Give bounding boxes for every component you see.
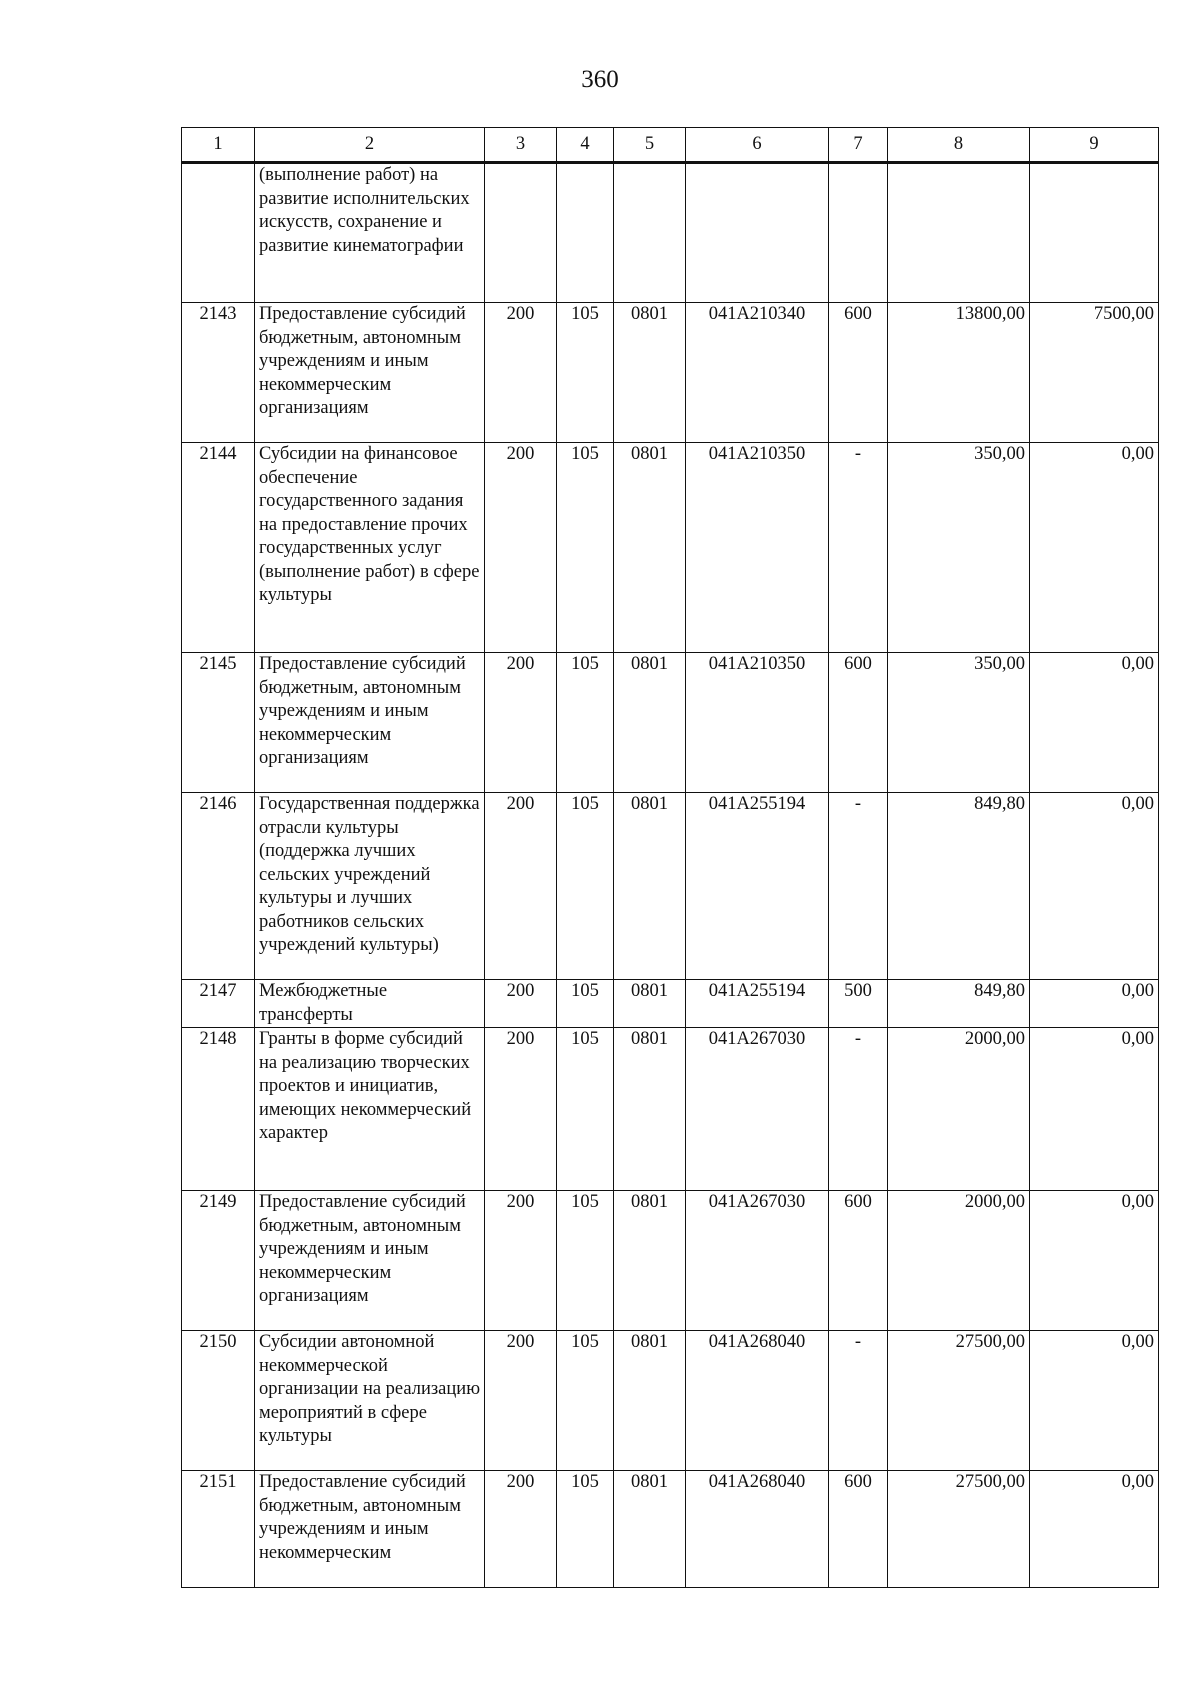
row-number-cell: 2147 [182, 980, 255, 1028]
target-code-cell: 041А267030 [686, 1028, 829, 1191]
item-name-cell: Государственная поддержка отрасли культуры (поддержка лучших сельских учреждений культуры и лучших работников сельских учреждений культуры) [255, 793, 485, 980]
target-code-cell: 041А255194 [686, 980, 829, 1028]
amount-col9-cell: 0,00 [1030, 1471, 1159, 1588]
amount-col9-cell: 0,00 [1030, 1331, 1159, 1471]
amount-col8-cell: 13800,00 [888, 303, 1030, 443]
code-col3-cell: 200 [485, 1028, 557, 1191]
table-row [182, 163, 1159, 303]
amount-col8-cell: 2000,00 [888, 1028, 1030, 1191]
amount-col8-cell [888, 163, 1030, 303]
expense-type-cell: - [829, 443, 888, 653]
amount-col9-cell [1030, 163, 1159, 303]
table-row [182, 980, 1159, 1028]
code-col4-cell: 105 [557, 793, 614, 980]
table-body [182, 163, 1159, 1588]
code-col5-cell: 0801 [614, 980, 686, 1028]
code-col5-cell: 0801 [614, 1028, 686, 1191]
target-code-cell [686, 163, 829, 303]
code-col4-cell: 105 [557, 1191, 614, 1331]
row-number-cell: 2143 [182, 303, 255, 443]
code-col4-cell: 105 [557, 443, 614, 653]
code-col3-cell [485, 163, 557, 303]
code-col5-cell: 0801 [614, 793, 686, 980]
row-number-cell [182, 163, 255, 303]
amount-col8-cell: 27500,00 [888, 1471, 1030, 1588]
code-col4-cell: 105 [557, 980, 614, 1028]
item-name-cell: Предоставление субсидий бюджетным, автономным учреждениям и иным некоммерческим организациям [255, 1191, 485, 1331]
table-row [182, 1331, 1159, 1471]
amount-col8-cell: 350,00 [888, 443, 1030, 653]
item-name-cell: (выполнение работ) на развитие исполнительских искусств, сохранение и развитие кинематографии [255, 163, 485, 303]
code-col5-cell [614, 163, 686, 303]
code-col5-cell: 0801 [614, 653, 686, 793]
code-col3-cell: 200 [485, 793, 557, 980]
code-col5-cell: 0801 [614, 1471, 686, 1588]
code-col4-cell: 105 [557, 1028, 614, 1191]
column-header-2: 2 [255, 128, 485, 163]
row-number-cell: 2150 [182, 1331, 255, 1471]
column-header-9: 9 [1030, 128, 1159, 163]
row-number-cell: 2151 [182, 1471, 255, 1588]
code-col3-cell: 200 [485, 980, 557, 1028]
expense-type-cell: 600 [829, 303, 888, 443]
target-code-cell: 041А268040 [686, 1331, 829, 1471]
code-col4-cell: 105 [557, 653, 614, 793]
expense-type-cell [829, 163, 888, 303]
table-row [182, 793, 1159, 980]
item-name-cell: Предоставление субсидий бюджетным, автономным учреждениям и иным некоммерческим организациям [255, 653, 485, 793]
table-row [182, 1471, 1159, 1588]
row-number-cell: 2146 [182, 793, 255, 980]
amount-col9-cell: 0,00 [1030, 980, 1159, 1028]
expense-type-cell: 500 [829, 980, 888, 1028]
row-number-cell: 2145 [182, 653, 255, 793]
row-number-cell: 2148 [182, 1028, 255, 1191]
column-header-3: 3 [485, 128, 557, 163]
row-number-cell: 2144 [182, 443, 255, 653]
code-col3-cell: 200 [485, 1331, 557, 1471]
code-col4-cell: 105 [557, 1471, 614, 1588]
column-header-8: 8 [888, 128, 1030, 163]
target-code-cell: 041А267030 [686, 1191, 829, 1331]
header-row [182, 128, 1159, 163]
item-name-cell: Предоставление субсидий бюджетным, автономным учреждениям и иным некоммерческим [255, 1471, 485, 1588]
table-row [182, 1191, 1159, 1331]
expense-type-cell: - [829, 793, 888, 980]
amount-col8-cell: 849,80 [888, 980, 1030, 1028]
code-col4-cell: 105 [557, 1331, 614, 1471]
code-col3-cell: 200 [485, 443, 557, 653]
amount-col8-cell: 2000,00 [888, 1191, 1030, 1331]
code-col4-cell [557, 163, 614, 303]
table-row [182, 653, 1159, 793]
table-header [182, 128, 1159, 163]
page-number: 360 [581, 66, 619, 93]
column-header-7: 7 [829, 128, 888, 163]
code-col3-cell: 200 [485, 653, 557, 793]
expense-type-cell: - [829, 1331, 888, 1471]
expense-type-cell: 600 [829, 653, 888, 793]
table-row [182, 443, 1159, 653]
amount-col9-cell: 0,00 [1030, 1191, 1159, 1331]
table-row [182, 1028, 1159, 1191]
item-name-cell: Субсидии автономной некоммерческой организации на реализацию мероприятий в сфере культуры [255, 1331, 485, 1471]
amount-col8-cell: 849,80 [888, 793, 1030, 980]
code-col5-cell: 0801 [614, 443, 686, 653]
amount-col8-cell: 27500,00 [888, 1331, 1030, 1471]
expense-type-cell: 600 [829, 1471, 888, 1588]
code-col3-cell: 200 [485, 1471, 557, 1588]
amount-col9-cell: 0,00 [1030, 793, 1159, 980]
column-header-1: 1 [182, 128, 255, 163]
code-col5-cell: 0801 [614, 1191, 686, 1331]
table-row [182, 303, 1159, 443]
amount-col9-cell: 0,00 [1030, 443, 1159, 653]
item-name-cell: Субсидии на финансовое обеспечение государственного задания на предоставление прочих государственных услуг (выполнение работ) в сфере культуры [255, 443, 485, 653]
item-name-cell: Гранты в форме субсидий на реализацию творческих проектов и инициатив, имеющих некоммерческий характер [255, 1028, 485, 1191]
amount-col9-cell: 0,00 [1030, 1028, 1159, 1191]
budget-table [181, 127, 1159, 1588]
target-code-cell: 041А210340 [686, 303, 829, 443]
code-col4-cell: 105 [557, 303, 614, 443]
target-code-cell: 041А210350 [686, 653, 829, 793]
target-code-cell: 041А210350 [686, 443, 829, 653]
amount-col8-cell: 350,00 [888, 653, 1030, 793]
column-header-4: 4 [557, 128, 614, 163]
expense-type-cell: - [829, 1028, 888, 1191]
target-code-cell: 041А268040 [686, 1471, 829, 1588]
amount-col9-cell: 0,00 [1030, 653, 1159, 793]
code-col3-cell: 200 [485, 303, 557, 443]
target-code-cell: 041А255194 [686, 793, 829, 980]
item-name-cell: Предоставление субсидий бюджетным, автономным учреждениям и иным некоммерческим организациям [255, 303, 485, 443]
code-col5-cell: 0801 [614, 1331, 686, 1471]
column-header-6: 6 [686, 128, 829, 163]
amount-col9-cell: 7500,00 [1030, 303, 1159, 443]
code-col5-cell: 0801 [614, 303, 686, 443]
row-number-cell: 2149 [182, 1191, 255, 1331]
column-header-5: 5 [614, 128, 686, 163]
item-name-cell: Межбюджетные трансферты [255, 980, 485, 1028]
code-col3-cell: 200 [485, 1191, 557, 1331]
expense-type-cell: 600 [829, 1191, 888, 1331]
